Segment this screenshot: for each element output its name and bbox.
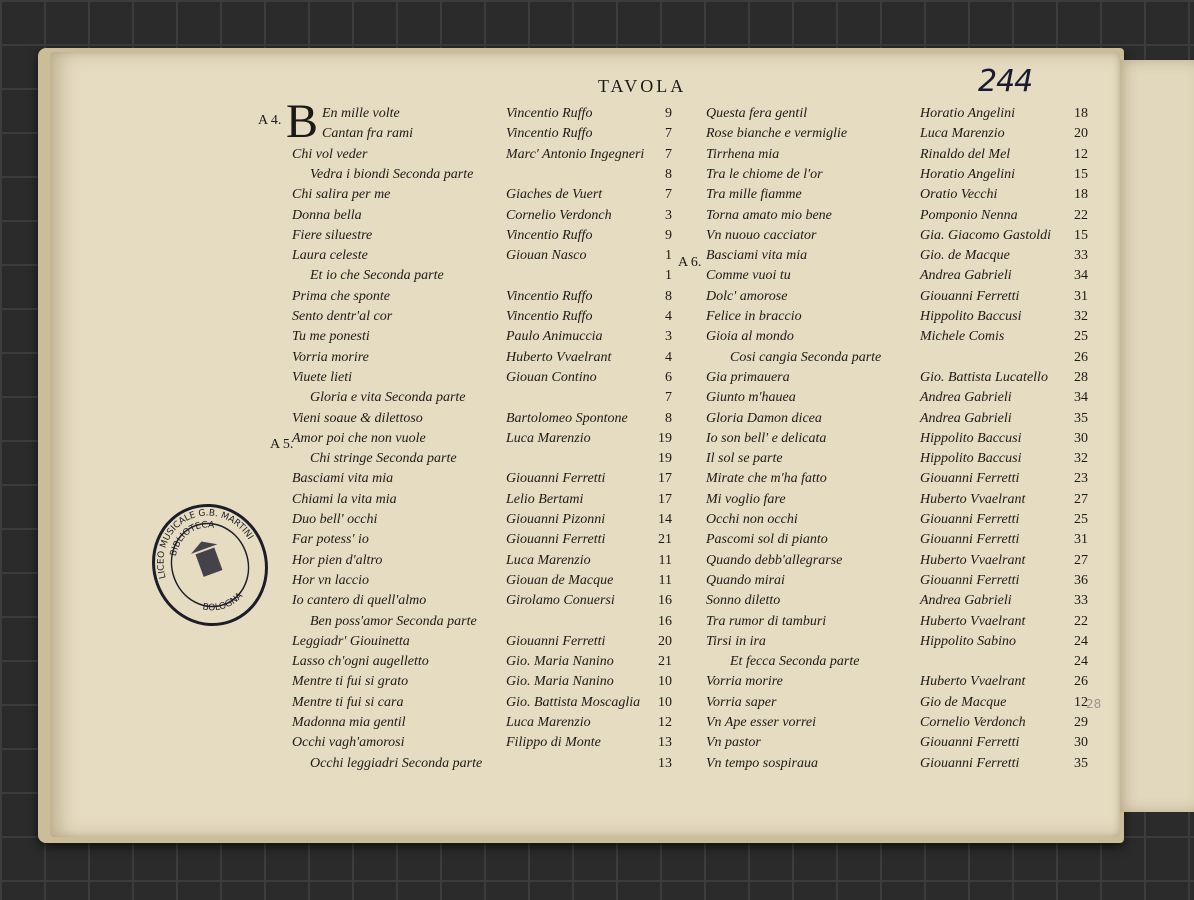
entry-title: Vn nuouo cacciator xyxy=(706,228,817,243)
entry-composer: Giouanni Ferretti xyxy=(506,471,606,486)
entry-title: Ben poss'amor Seconda parte xyxy=(310,614,477,629)
stamp-inner-text: BIBLIOTECA xyxy=(168,520,215,558)
entry-composer: Huberto Vvaelrant xyxy=(920,614,1026,629)
entry-composer: Cornelio Verdonch xyxy=(920,715,1026,730)
entry-composer: Giouanni Ferretti xyxy=(506,634,606,649)
entry-composer: Luca Marenzio xyxy=(506,431,591,446)
entry-composer: Gio. Maria Nanino xyxy=(506,674,614,689)
entry-page-number: 32 xyxy=(1074,309,1088,324)
entry-page-number: 26 xyxy=(1074,674,1088,689)
entry-composer: Vincentio Ruffo xyxy=(506,126,593,141)
entry-composer: Pomponio Nenna xyxy=(920,208,1018,223)
entry-page-number: 29 xyxy=(1074,715,1088,730)
entry-page-number: 34 xyxy=(1074,390,1088,405)
entry-page-number: 24 xyxy=(1074,654,1088,669)
entry-page-number: 18 xyxy=(1074,106,1088,121)
entry-page-number: 18 xyxy=(1074,187,1088,202)
entry-title: Gia primauera xyxy=(706,370,790,385)
entry-page-number: 27 xyxy=(1074,553,1088,568)
entry-composer: Huberto Vvaelrant xyxy=(920,674,1026,689)
entry-title: Gioia al mondo xyxy=(706,329,794,344)
entry-title: En mille volte xyxy=(322,106,400,121)
entry-title: Hor vn laccio xyxy=(292,573,369,588)
signature-mark-a4: A 4. xyxy=(258,113,282,128)
entry-title: Laura celeste xyxy=(292,248,368,263)
entry-page-number: 19 xyxy=(658,431,672,446)
entry-title: Quando debb'allegrarse xyxy=(706,553,843,568)
entry-title: Dolc' amorose xyxy=(706,289,788,304)
entry-page-number: 27 xyxy=(1074,492,1088,507)
entry-page-number: 7 xyxy=(665,147,672,162)
entry-page-number: 13 xyxy=(658,735,672,750)
entry-title: Vn tempo sospiraua xyxy=(706,756,818,771)
entry-title: Lasso ch'ogni augelletto xyxy=(292,654,429,669)
folio-number: 244 xyxy=(978,64,1033,99)
entry-composer: Lelio Bertami xyxy=(506,492,584,507)
entry-title: Vorria morire xyxy=(706,674,783,689)
entry-title: Et fecca Seconda parte xyxy=(730,654,860,669)
entry-composer: Rinaldo del Mel xyxy=(920,147,1011,162)
entry-composer: Giouan Nasco xyxy=(506,248,587,263)
entry-page-number: 20 xyxy=(658,634,672,649)
entry-title: Gloria Damon dicea xyxy=(706,411,822,426)
entry-title: Cantan fra rami xyxy=(322,126,414,141)
entry-title: Chi salira per me xyxy=(292,187,391,202)
facing-page-edge xyxy=(1116,60,1194,812)
entry-page-number: 15 xyxy=(1074,167,1088,182)
entry-title: Tirrhena mia xyxy=(706,147,780,162)
entry-page-number: 26 xyxy=(1074,350,1088,365)
entry-title: Occhi vagh'amorosi xyxy=(292,735,405,750)
entry-title: Vorria morire xyxy=(292,350,369,365)
entry-title: Comme vuoi tu xyxy=(706,268,791,283)
entry-composer: Giouanni Ferretti xyxy=(920,756,1020,771)
entry-title: Vieni soaue & dilettoso xyxy=(292,411,423,426)
entry-page-number: 15 xyxy=(1074,228,1088,243)
entry-page-number: 24 xyxy=(1074,634,1088,649)
entry-composer: Giouanni Pizonni xyxy=(506,512,606,527)
entry-page-number: 35 xyxy=(1074,411,1088,426)
entry-title: Io cantero di quell'almo xyxy=(292,593,427,608)
entry-title: Donna bella xyxy=(292,208,362,223)
entry-composer: Giouanni Ferretti xyxy=(920,573,1020,588)
entry-composer: Vincentio Ruffo xyxy=(506,289,593,304)
entry-page-number: 12 xyxy=(658,715,672,730)
entry-composer: Huberto Vvaelrant xyxy=(920,492,1026,507)
entry-page-number: 16 xyxy=(658,614,672,629)
entry-page-number: 11 xyxy=(658,573,672,588)
entry-page-number: 1 xyxy=(665,248,672,263)
drop-capital: B xyxy=(286,95,319,148)
entry-composer: Bartolomeo Spontone xyxy=(506,411,628,426)
entry-composer: Luca Marenzio xyxy=(506,553,591,568)
entry-page-number: 34 xyxy=(1074,268,1088,283)
entry-title: Basciami vita mia xyxy=(706,248,808,263)
entry-composer: Andrea Gabrieli xyxy=(920,390,1012,405)
entry-title: Vedra i biondi Seconda parte xyxy=(310,167,474,182)
entry-composer: Hippolito Baccusi xyxy=(920,431,1022,446)
entry-page-number: 32 xyxy=(1074,451,1088,466)
entry-page-number: 22 xyxy=(1074,208,1088,223)
entry-page-number: 8 xyxy=(665,411,672,426)
entry-title: Felice in braccio xyxy=(706,309,802,324)
entry-title: Et io che Seconda parte xyxy=(310,268,444,283)
entry-title: Duo bell' occhi xyxy=(292,512,378,527)
entry-title: Vn Ape esser vorrei xyxy=(706,715,817,730)
entry-composer: Giouanni Ferretti xyxy=(920,289,1020,304)
entry-title: Hor pien d'altro xyxy=(292,553,383,568)
entry-composer: Vincentio Ruffo xyxy=(506,228,593,243)
entry-page-number: 11 xyxy=(658,553,672,568)
entry-title: Occhi leggiadri Seconda parte xyxy=(310,756,483,771)
entry-composer: Giouan Contino xyxy=(506,370,597,385)
entry-composer: Horatio Angelini xyxy=(920,106,1016,121)
entry-title: Il sol se parte xyxy=(706,451,783,466)
entry-page-number: 36 xyxy=(1074,573,1088,588)
entry-composer: Oratio Vecchi xyxy=(920,187,998,202)
entry-title: Viuete lieti xyxy=(292,370,352,385)
entry-page-number: 25 xyxy=(1074,512,1088,527)
entry-composer: Huberto Vvaelrant xyxy=(506,350,612,365)
entry-title: Amor poi che non vuole xyxy=(292,431,426,446)
entry-title: Giunto m'hauea xyxy=(706,390,796,405)
entry-page-number: 23 xyxy=(1074,471,1088,486)
entry-page-number: 33 xyxy=(1074,248,1088,263)
entry-title: Mi voglio fare xyxy=(706,492,786,507)
entry-page-number: 19 xyxy=(658,451,672,466)
entry-page-number: 21 xyxy=(658,532,672,547)
entry-title: Tra rumor di tamburi xyxy=(706,614,827,629)
stamp-bottom-text: BOLOGNA xyxy=(201,591,245,614)
entry-title: Basciami vita mia xyxy=(292,471,394,486)
entry-page-number: 17 xyxy=(658,471,672,486)
entry-title: Sento dentr'al cor xyxy=(292,309,393,324)
entry-composer: Giouanni Ferretti xyxy=(920,512,1020,527)
entry-title: Gloria e vita Seconda parte xyxy=(310,390,466,405)
entry-title: Pascomi sol di pianto xyxy=(706,532,828,547)
entry-title: Io son bell' e delicata xyxy=(706,431,827,446)
page-title: TAVOLA xyxy=(598,76,687,96)
entry-page-number: 17 xyxy=(658,492,672,507)
entry-composer: Girolamo Conuersi xyxy=(506,593,615,608)
entry-composer: Marc' Antonio Ingegneri xyxy=(506,147,645,162)
entry-page-number: 9 xyxy=(665,228,672,243)
entry-composer: Huberto Vvaelrant xyxy=(920,553,1026,568)
entry-page-number: 31 xyxy=(1074,532,1088,547)
entry-title: Chiami la vita mia xyxy=(292,492,397,507)
entry-composer: Vincentio Ruffo xyxy=(506,106,593,121)
entry-title: Questa fera gentil xyxy=(706,106,808,121)
entry-composer: Giouanni Ferretti xyxy=(920,735,1020,750)
entry-page-number: 30 xyxy=(1074,431,1088,446)
entry-page-number: 20 xyxy=(1074,126,1088,141)
entry-title: Leggiadr' Giouinetta xyxy=(292,634,410,649)
entry-page-number: 31 xyxy=(1074,289,1088,304)
entry-composer: Vincentio Ruffo xyxy=(506,309,593,324)
entry-composer: Giouan de Macque xyxy=(506,573,614,588)
entry-composer: Cornelio Verdonch xyxy=(506,208,612,223)
entry-title: Vorria saper xyxy=(706,695,777,710)
entry-composer: Gio. de Macque xyxy=(920,248,1010,263)
entry-page-number: 28 xyxy=(1074,370,1088,385)
signature-mark-a6: A 6. xyxy=(678,255,702,270)
entry-title: Mentre ti fui si grato xyxy=(292,674,409,689)
entry-page-number: 10 xyxy=(658,674,672,689)
entry-page-number: 12 xyxy=(1074,695,1088,710)
entry-page-number: 10 xyxy=(658,695,672,710)
entry-page-number: 16 xyxy=(658,593,672,608)
entry-title: Chi stringe Seconda parte xyxy=(310,451,457,466)
entry-page-number: 7 xyxy=(665,187,672,202)
entry-composer: Giouanni Ferretti xyxy=(920,471,1020,486)
entry-title: Torna amato mio bene xyxy=(706,208,832,223)
entry-page-number: 33 xyxy=(1074,593,1088,608)
entry-page-number: 25 xyxy=(1074,329,1088,344)
entry-title: Mentre ti fui si cara xyxy=(292,695,404,710)
entry-composer: Luca Marenzio xyxy=(506,715,591,730)
entry-title: Occhi non occhi xyxy=(706,512,798,527)
entry-page-number: 3 xyxy=(665,208,672,223)
stamp-outer-text: LICEO MUSICALE G.B. MARTINI xyxy=(156,508,255,580)
entry-composer: Giouanni Ferretti xyxy=(506,532,606,547)
entry-composer: Hippolito Baccusi xyxy=(920,451,1022,466)
entry-page-number: 7 xyxy=(665,390,672,405)
entry-title: Prima che sponte xyxy=(292,289,390,304)
entry-title: Fiere siluestre xyxy=(292,228,373,243)
entry-page-number: 6 xyxy=(665,370,672,385)
entry-composer: Gia. Giacomo Gastoldi xyxy=(920,228,1052,243)
entry-page-number: 9 xyxy=(665,106,672,121)
pencil-annotation: 28 xyxy=(1086,697,1102,711)
entry-composer: Paulo Animuccia xyxy=(506,329,603,344)
entry-page-number: 35 xyxy=(1074,756,1088,771)
entry-title: Sonno diletto xyxy=(706,593,781,608)
entry-page-number: 22 xyxy=(1074,614,1088,629)
entry-composer: Gio de Macque xyxy=(920,695,1007,710)
entry-page-number: 4 xyxy=(665,309,672,324)
entry-page-number: 8 xyxy=(665,289,672,304)
entry-page-number: 14 xyxy=(658,512,672,527)
entry-title: Tu me ponesti xyxy=(292,329,370,344)
entry-page-number: 4 xyxy=(665,350,672,365)
signature-mark-a5: A 5. xyxy=(270,437,294,452)
entry-page-number: 30 xyxy=(1074,735,1088,750)
entry-composer: Horatio Angelini xyxy=(920,167,1016,182)
entry-composer: Hippolito Baccusi xyxy=(920,309,1022,324)
entry-composer: Giaches de Vuert xyxy=(506,187,603,202)
entry-composer: Gio. Battista Moscaglia xyxy=(506,695,641,710)
entry-title: Far potess' io xyxy=(292,532,369,547)
entry-composer: Michele Comis xyxy=(920,329,1005,344)
entry-title: Mirate che m'ha fatto xyxy=(706,471,827,486)
entry-page-number: 7 xyxy=(665,126,672,141)
entry-composer: Gio. Maria Nanino xyxy=(506,654,614,669)
entry-page-number: 3 xyxy=(665,329,672,344)
entry-composer: Filippo di Monte xyxy=(506,735,601,750)
entry-page-number: 1 xyxy=(665,268,672,283)
entry-title: Vn pastor xyxy=(706,735,761,750)
entry-title: Madonna mia gentil xyxy=(292,715,406,730)
entry-title: Tra le chiome de l'or xyxy=(706,167,823,182)
entry-title: Tra mille fiamme xyxy=(706,187,802,202)
entry-title: Cosi cangia Seconda parte xyxy=(730,350,882,365)
entry-composer: Andrea Gabrieli xyxy=(920,268,1012,283)
entry-page-number: 13 xyxy=(658,756,672,771)
entry-composer: Giouanni Ferretti xyxy=(920,532,1020,547)
entry-page-number: 21 xyxy=(658,654,672,669)
entry-composer: Andrea Gabrieli xyxy=(920,411,1012,426)
entry-title: Rose bianche e vermiglie xyxy=(706,126,848,141)
entry-page-number: 8 xyxy=(665,167,672,182)
entry-composer: Gio. Battista Lucatello xyxy=(920,370,1048,385)
entry-composer: Hippolito Sabino xyxy=(920,634,1017,649)
entry-composer: Andrea Gabrieli xyxy=(920,593,1012,608)
entry-title: Chi vol veder xyxy=(292,147,368,162)
entry-title: Tirsi in ira xyxy=(706,634,766,649)
entry-composer: Luca Marenzio xyxy=(920,126,1005,141)
entry-page-number: 12 xyxy=(1074,147,1088,162)
entry-title: Quando mirai xyxy=(706,573,785,588)
